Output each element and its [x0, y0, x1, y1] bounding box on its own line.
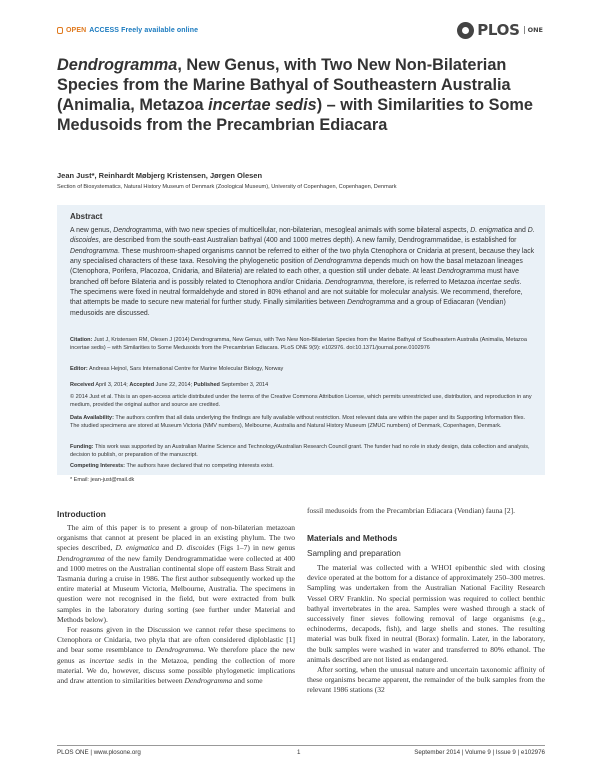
title-text-1: , New Genus, with Two New Non-Bilaterian Species from the Marine Bathyal of Southeastern Australia (Animalia, Metazoa: [57, 56, 511, 114]
title-incertae: incertae sedis: [208, 96, 317, 114]
open-label: OPEN: [66, 27, 87, 34]
open-access-badge: [57, 27, 198, 34]
footer-issue: September 2014 | Volume 9 | Issue 9 | e102976: [414, 749, 545, 756]
intro-heading: Introduction: [57, 509, 106, 519]
methods-heading: Materials and Methods: [307, 533, 398, 543]
footer-journal: PLOS ONE | www.plosone.org: [57, 749, 141, 756]
email[interactable]: * Email: jean-just@mail.dk: [70, 477, 135, 483]
journal-logo: [457, 21, 543, 39]
methods-text: [307, 563, 545, 696]
methods-para-2: After sorting, when the unusual nature and uncertain taxonomic affinity of these organisms became apparent, the remainder of the bulk samples from the relevant 1986 stations (32: [307, 665, 545, 695]
intro-text: [57, 523, 295, 686]
abstract-text: A new genus, Dendrogramma, with two new species of multicellular, non-bilaterian, mesogleal animals with some bilateral aspects, D. enigmatica and D. discoides, are described from the south-east Australian bathyal (400 and 1000 metres depth). A new family, Dendrogrammatidae, is established for Dendrogramma. These mushroom-shaped organisms cannot be referred to either of the two phyla Ctenophora or Cnidaria at present, because they lack any specialised characters of these taxa. Resolving the phylogenetic position of Dendrogramma depends much on how the basal metazoan lineages (Ctenophora, Porifera, Placozoa, Cnidaria, and Bilateria) are related to each other, a question still under debate. At least Dendrogramma must have branched off before Bilateria and is possibly related to Ctenophora and/or Cnidaria. Dendrogramma, therefore, is referred to Metazoa incertae sedis. The specimens were fixed in neutral formaldehyde and stored in 80% ethanol and are not suitable for molecular analysis. We recommend, therefore, that attempts be made to secure new material for further study. Finally similarities between Dendrogramma and a group of Ediacaran (Vendian) medusoids are discussed.: [70, 227, 535, 317]
methods-para-1: The material was collected with a WHOI epibenthic sled with closing device operated at the bottom for a distance of approximately 250–300 metres. Sampling was undertaken from the Australian National Facility Research Vessel ORV Franklin. No special permission was required to collect benthic bathyal invertebrates in the area. Samples were washed through a stack of successively finer sieves following removal of large organisms (e.g., echinoderms, decapods, fish), and large shells and stones. The resulting material was bulk fixed in neutral (Borax) formalin. Later, in the laboratory, the bulk samples were washed in water and transferred to 80% ethanol. The animals described are not listed as endangered.: [307, 563, 545, 664]
logo-word: PLOS: [477, 21, 520, 39]
footer-site-link[interactable]: www.plosone.org: [93, 749, 141, 756]
dates: Received April 3, 2014; Accepted June 22, 2014; Published September 3, 2014: [70, 382, 269, 388]
title-genus: Dendrogramma: [57, 56, 178, 74]
editor: Editor: Andreas Hejnol, Sars International Centre for Marine Molecular Biology, Norway: [70, 366, 284, 372]
abstract-heading: Abstract: [70, 212, 103, 221]
intro-para-1: The aim of this paper is to present a group of non-bilaterian metazoan organisms that cannot at present be placed in an existing phylum. The two species described, D. enigmatica and D. discoides (Figs 1–7) in new genus Dendrogramma of the new family Dendrogrammatidae were collected at 400 and 1000 metres on the Australian continental slope off eastern Bass Strait and Tasmania during a cruise in 1986. The first author subsequently worked up the entire material at Museum Victoria, Melbourne, Australia. The specimens in question were not recognised in the field, but were extracted from bulk samples in the laboratory during sorting (see further under Material and Methods below).: [57, 523, 295, 624]
page-number: 1: [297, 749, 301, 756]
access-label: ACCESS Freely available online: [89, 27, 199, 34]
citation: Citation: Just J, Kristensen RM, Olesen J (2014) Dendrogramma, New Genus, with Two New Non-Bilaterian Species from the Marine Bathyal of Southeastern Australia (Animalia, Metazoa incertae sedis) – with Similarities to Some Medusoids from the Precambrian Ediacara. PLoS ONE 9(9): e102976. doi:10.1371/journal.pone.0102976: [70, 337, 527, 352]
open-lock-icon: [57, 27, 63, 34]
right-col-continuation: fossil medusoids from the Precambrian Ediacara (Vendian) fauna [2].: [307, 506, 516, 515]
intro-para-2: For reasons given in the Discussion we cannot refer these specimens to Ctenophora or Cnidaria, two phyla that are often considered diploblastic [1] and bear some resemblance to Dendrogramma. We therefore place the new genus as incertae sedis in the Metazoa, pending the collection of more material. We do, however, discuss some possible phylogenetic implications and draw attention to similarities between Dendrogramma and some: [57, 625, 295, 686]
footer-rule: [57, 745, 545, 746]
plos-logo-icon: [457, 22, 474, 39]
data-availability: Data Availability: The authors confirm that all data underlying the findings are fully available without restriction. Most relevant data are within the paper and its Supporting Information files. The studied specimens are stored at Museum Victoria (NMV numbers), Melbourne, Australia and Natural History Museum (ZMUC numbers) of Denmark, Copenhagen, Denmark.: [70, 415, 526, 430]
sampling-subheading: Sampling and preparation: [307, 549, 401, 558]
authors: Jean Just*, Reinhardt Møbjerg Kristensen, Jørgen Olesen: [57, 171, 263, 180]
article-title: [57, 55, 547, 135]
title-text-2: ) – with Similarities to Some Medusoids from the Precambrian Ediacara: [57, 96, 533, 134]
affiliation: Section of Biosystematics, Natural History Museum of Denmark (Zoological Museum), University of Copenhagen, Copenhagen, Denmark: [57, 184, 397, 190]
logo-sub: ONE: [524, 26, 543, 34]
funding: Funding: This work was supported by an Australian Marine Science and Technology/Australian Research Council grant. The funder had no role in study design, data collection and analysis, decision to publish, or preparation of the manuscript.: [70, 444, 530, 459]
competing-interests: Competing Interests: The authors have declared that no competing interests exist.: [70, 463, 274, 469]
copyright: © 2014 Just et al. This is an open-access article distributed under the terms of the Creative Commons Attribution License, which permits unrestricted use, distribution, and reproduction in any medium, provided the original author and source are credited.: [70, 394, 532, 409]
